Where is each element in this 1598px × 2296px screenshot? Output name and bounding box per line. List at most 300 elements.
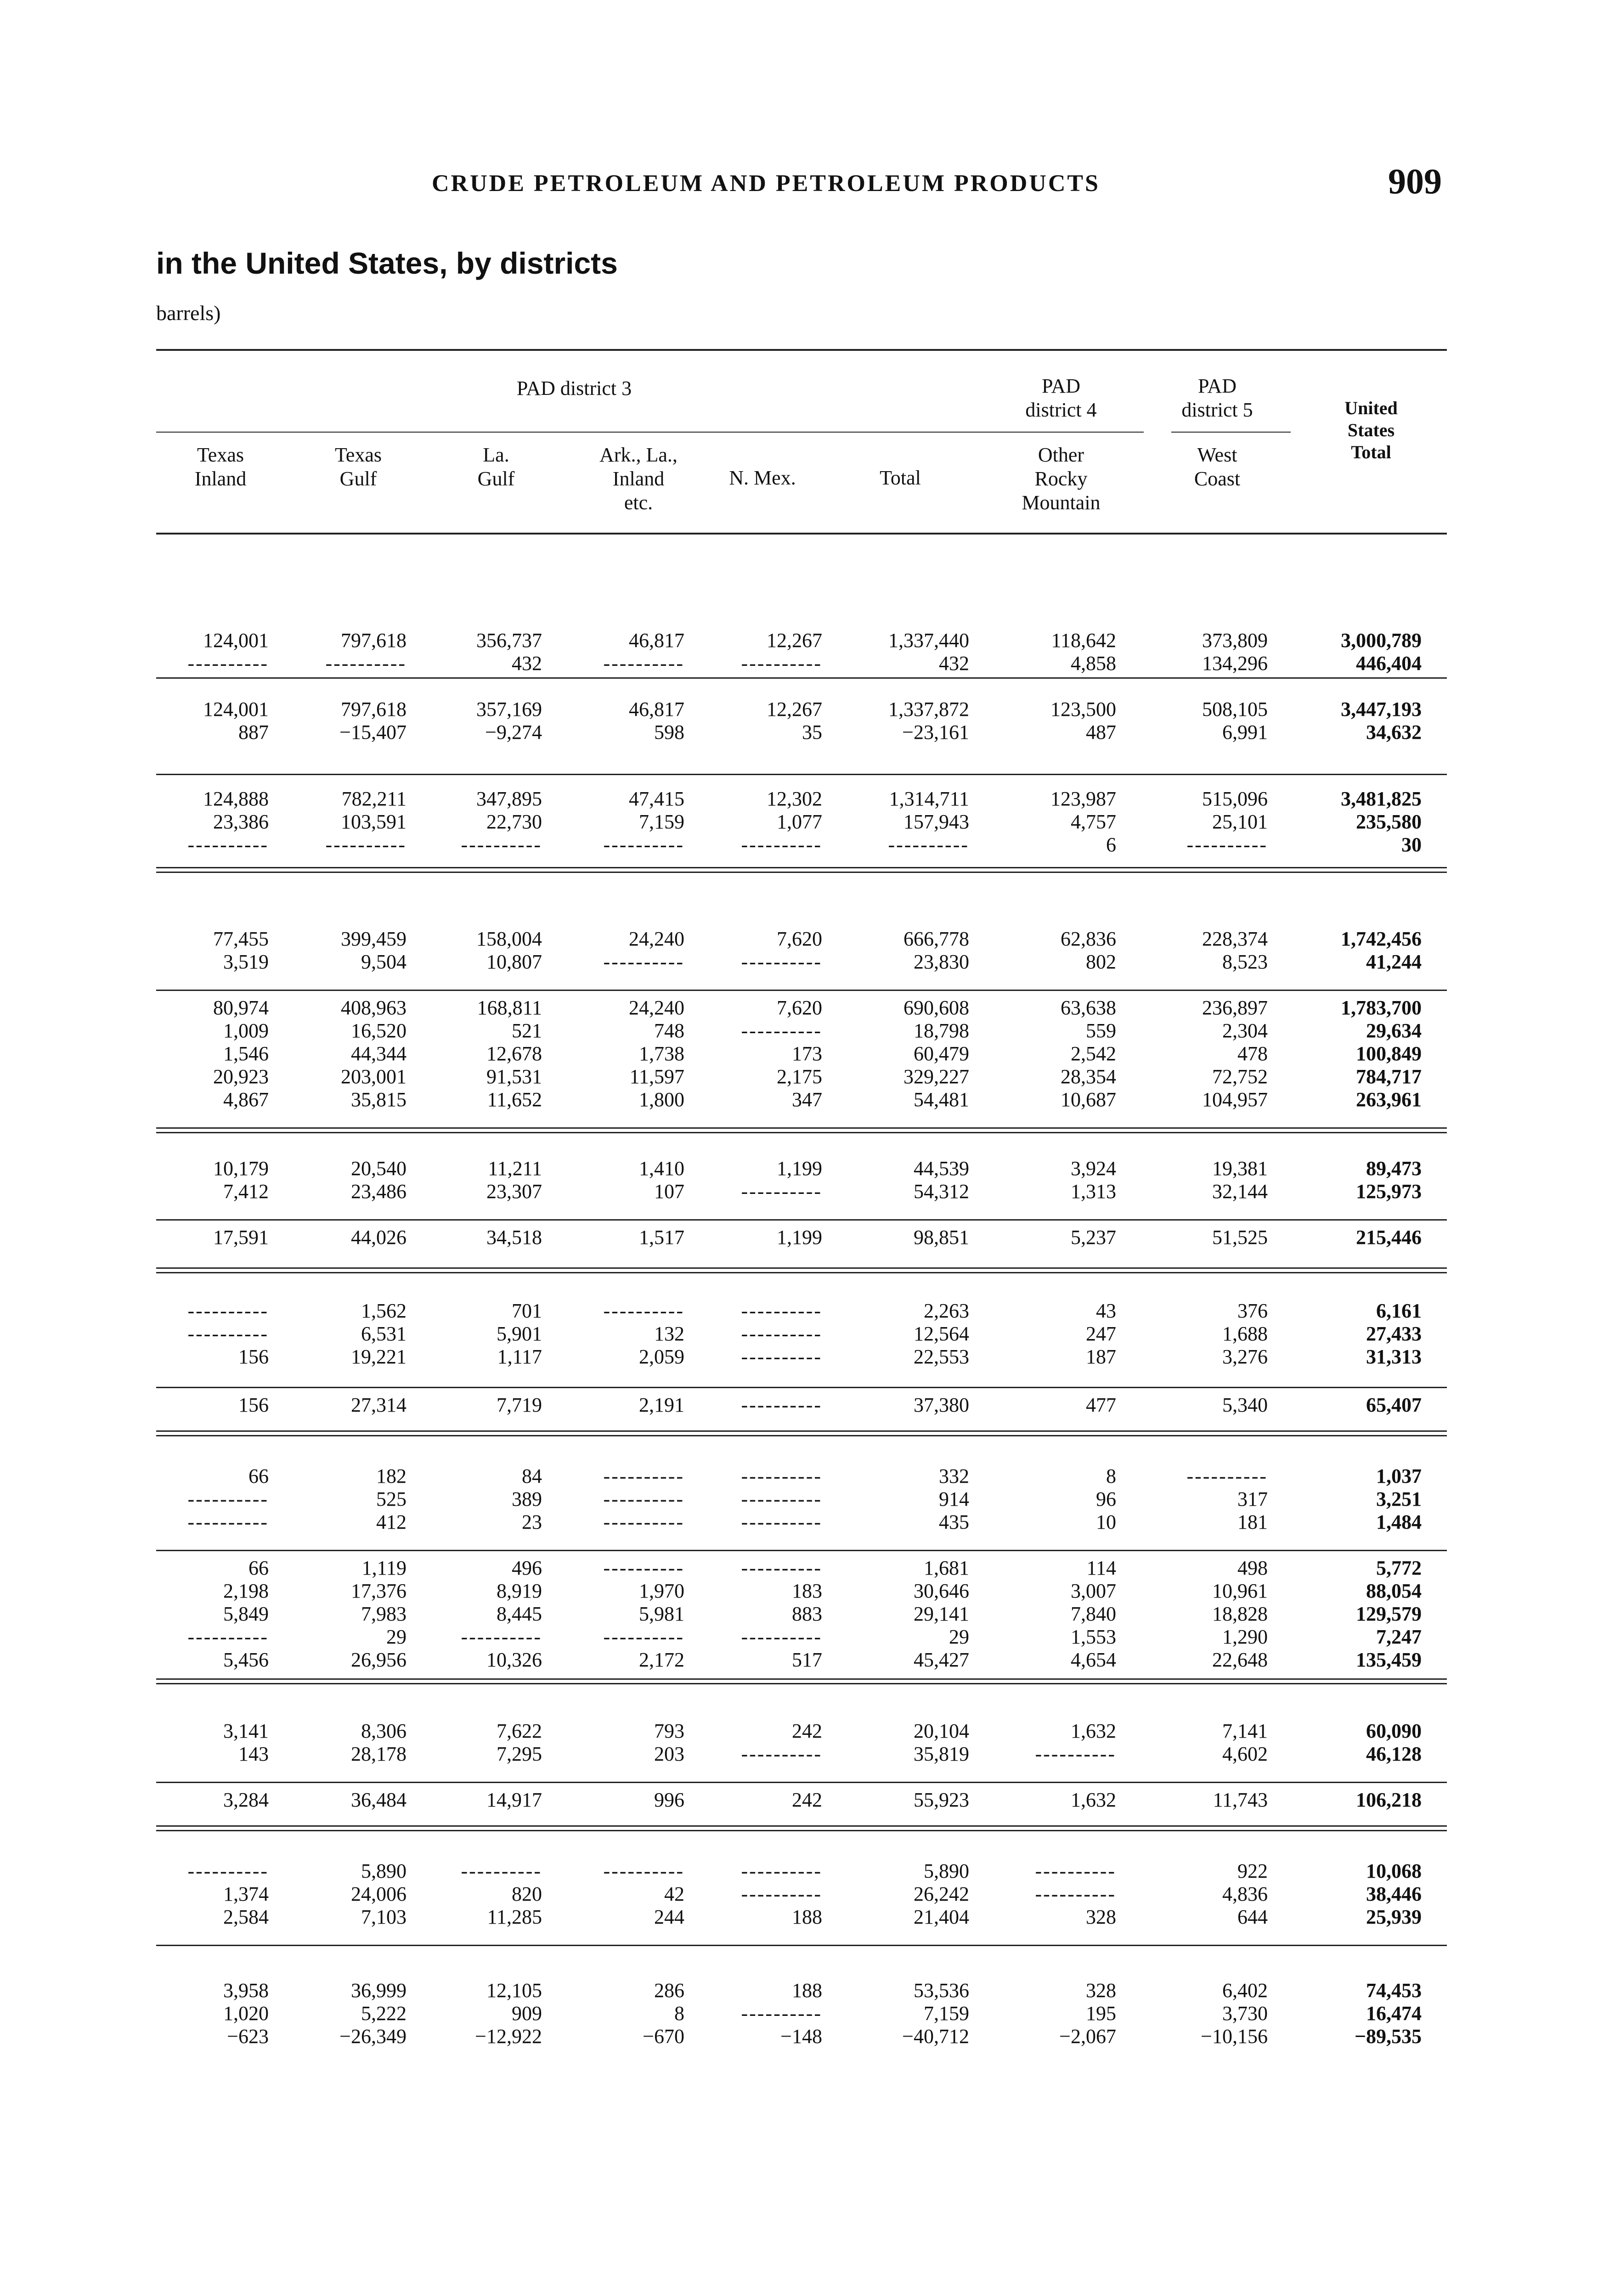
table-cell: 521 bbox=[512, 1019, 542, 1042]
table-cell: 228,374 bbox=[1202, 928, 1268, 950]
table-cell: 19,221 bbox=[351, 1345, 407, 1368]
table-cell: −15,407 bbox=[339, 721, 407, 743]
table-cell: 23 bbox=[522, 1511, 542, 1533]
table-cell: 1,517 bbox=[639, 1226, 684, 1249]
table-cell: 598 bbox=[654, 721, 684, 743]
table-row bbox=[0, 1157, 1598, 1180]
table-cell: 748 bbox=[654, 1019, 684, 1042]
table-cell: 7,159 bbox=[924, 2002, 969, 2025]
table-cell: 66 bbox=[248, 1557, 269, 1579]
table-cell: 88,054 bbox=[1366, 1580, 1422, 1602]
table-cell: 44,344 bbox=[351, 1042, 407, 1065]
section-rule bbox=[156, 1219, 1447, 1221]
table-row bbox=[0, 1860, 1598, 1883]
table-cell: 883 bbox=[792, 1603, 822, 1625]
table-cell: ---------- bbox=[325, 652, 407, 675]
section-rule bbox=[156, 774, 1447, 775]
table-cell: 18,828 bbox=[1212, 1603, 1268, 1625]
section-rule bbox=[156, 1430, 1447, 1432]
table-cell: 45,427 bbox=[914, 1649, 969, 1671]
table-cell: 44,026 bbox=[351, 1226, 407, 1249]
table-cell: 24,240 bbox=[629, 928, 684, 950]
table-cell: 43 bbox=[1096, 1300, 1116, 1322]
table-cell: 30 bbox=[1401, 833, 1422, 856]
table-cell: ---------- bbox=[741, 1488, 822, 1510]
table-cell: 1,484 bbox=[1376, 1511, 1422, 1533]
table-cell: 28,354 bbox=[1061, 1065, 1116, 1088]
table-cell: 236,897 bbox=[1202, 996, 1268, 1019]
table-cell: 12,267 bbox=[767, 629, 822, 652]
table-cell: 432 bbox=[512, 652, 542, 675]
table-cell: 399,459 bbox=[341, 928, 407, 950]
table-cell: ---------- bbox=[741, 1180, 822, 1203]
table-cell: 1,738 bbox=[639, 1042, 684, 1065]
table-cell: ---------- bbox=[603, 951, 684, 973]
table-cell: 54,481 bbox=[914, 1088, 969, 1111]
table-cell: 7,983 bbox=[361, 1603, 407, 1625]
table-cell: ---------- bbox=[187, 1300, 269, 1322]
table-cell: 408,963 bbox=[341, 996, 407, 1019]
table-cell: 3,924 bbox=[1071, 1157, 1116, 1180]
table-cell: 914 bbox=[939, 1488, 969, 1510]
table-cell: 203,001 bbox=[341, 1065, 407, 1088]
table-cell: 247 bbox=[1086, 1322, 1116, 1345]
table-cell: 1,632 bbox=[1071, 1720, 1116, 1742]
table-cell: 432 bbox=[939, 652, 969, 675]
table-row bbox=[0, 928, 1598, 951]
table-cell: 7,622 bbox=[497, 1720, 542, 1742]
table-cell: ---------- bbox=[187, 652, 269, 675]
table-row bbox=[0, 721, 1598, 744]
table-cell: 3,000,789 bbox=[1341, 629, 1422, 652]
table-cell: 107 bbox=[654, 1180, 684, 1203]
table-cell: ---------- bbox=[741, 1300, 822, 1322]
table-cell: 996 bbox=[654, 1789, 684, 1811]
table-cell: 242 bbox=[792, 1789, 822, 1811]
table-top-rule bbox=[156, 349, 1447, 351]
table-cell: 77,455 bbox=[213, 928, 269, 950]
table-cell: 12,564 bbox=[914, 1322, 969, 1345]
table-cell: 35,815 bbox=[351, 1088, 407, 1111]
table-cell: 2,175 bbox=[777, 1065, 822, 1088]
table-cell: 46,817 bbox=[629, 698, 684, 720]
table-row bbox=[0, 1789, 1598, 1812]
table-cell: 435 bbox=[939, 1511, 969, 1533]
table-cell: 124,001 bbox=[203, 698, 269, 720]
table-cell: 517 bbox=[792, 1649, 822, 1671]
table-cell: 26,956 bbox=[351, 1649, 407, 1671]
table-cell: 4,602 bbox=[1222, 1743, 1268, 1765]
table-cell: 156 bbox=[238, 1345, 269, 1368]
table-cell: 5,981 bbox=[639, 1603, 684, 1625]
table-cell: −89,535 bbox=[1354, 2025, 1422, 2048]
table-cell: 7,103 bbox=[361, 1906, 407, 1928]
table-cell: 797,618 bbox=[341, 698, 407, 720]
table-cell: 188 bbox=[792, 1979, 822, 2002]
table-cell: 16,520 bbox=[351, 1019, 407, 1042]
table-cell: 17,376 bbox=[351, 1580, 407, 1602]
table-cell: 2,198 bbox=[223, 1580, 269, 1602]
table-cell: 2,304 bbox=[1222, 1019, 1268, 1042]
table-cell: 34,632 bbox=[1366, 721, 1422, 743]
section-rule bbox=[156, 867, 1447, 868]
table-cell: ---------- bbox=[1035, 1883, 1116, 1905]
table-cell: 62,836 bbox=[1061, 928, 1116, 950]
table-cell: 3,141 bbox=[223, 1720, 269, 1742]
table-cell: 797,618 bbox=[341, 629, 407, 652]
table-cell: 47,415 bbox=[629, 788, 684, 810]
table-cell: 1,553 bbox=[1071, 1626, 1116, 1648]
table-cell: 123,987 bbox=[1050, 788, 1116, 810]
table-cell: ---------- bbox=[741, 833, 822, 856]
table-cell: 1,290 bbox=[1222, 1626, 1268, 1648]
table-cell: 515,096 bbox=[1202, 788, 1268, 810]
table-cell: −10,156 bbox=[1201, 2025, 1268, 2048]
table-cell: 42 bbox=[664, 1883, 684, 1905]
table-row bbox=[0, 810, 1598, 833]
table-cell: 124,888 bbox=[203, 788, 269, 810]
table-cell: ---------- bbox=[741, 652, 822, 675]
table-cell: 412 bbox=[376, 1511, 407, 1533]
table-cell: 389 bbox=[512, 1488, 542, 1510]
table-cell: 5,772 bbox=[1376, 1557, 1422, 1579]
table-cell: 195 bbox=[1086, 2002, 1116, 2025]
table-row bbox=[0, 1226, 1598, 1249]
table-cell: 60,090 bbox=[1366, 1720, 1422, 1742]
table-row bbox=[0, 996, 1598, 1019]
group-pad3: PAD district 3 bbox=[516, 377, 632, 400]
table-cell: 12,302 bbox=[767, 788, 822, 810]
table-cell: 690,608 bbox=[903, 996, 969, 1019]
table-cell: 3,447,193 bbox=[1341, 698, 1422, 720]
table-cell: ---------- bbox=[603, 1465, 684, 1487]
table-cell: ---------- bbox=[741, 951, 822, 973]
table-cell: 2,172 bbox=[639, 1649, 684, 1671]
table-cell: 286 bbox=[654, 1979, 684, 2002]
table-row bbox=[0, 1557, 1598, 1580]
table-cell: 63,638 bbox=[1061, 996, 1116, 1019]
table-cell: 203 bbox=[654, 1743, 684, 1765]
table-cell: 23,307 bbox=[486, 1180, 542, 1203]
table-cell: 20,923 bbox=[213, 1065, 269, 1088]
table-row bbox=[0, 2025, 1598, 2048]
table-row bbox=[0, 1465, 1598, 1488]
table-cell: 96 bbox=[1096, 1488, 1116, 1510]
table-cell: 1,800 bbox=[639, 1088, 684, 1111]
table-cell: 8 bbox=[1106, 1465, 1116, 1487]
table-cell: 25,939 bbox=[1366, 1906, 1422, 1928]
table-cell: 20,104 bbox=[914, 1720, 969, 1742]
table-cell: −148 bbox=[780, 2025, 822, 2048]
section-rule bbox=[156, 990, 1447, 991]
col-west-coast: West Coast bbox=[1194, 444, 1241, 490]
table-cell: 44,539 bbox=[914, 1157, 969, 1180]
table-cell: 7,719 bbox=[497, 1394, 542, 1416]
table-cell: 72,752 bbox=[1212, 1065, 1268, 1088]
table-cell: 24,240 bbox=[629, 996, 684, 1019]
table-cell: 125,973 bbox=[1356, 1180, 1422, 1203]
table-cell: 187 bbox=[1086, 1345, 1116, 1368]
table-cell: 10,068 bbox=[1366, 1860, 1422, 1882]
table-cell: 10,179 bbox=[213, 1157, 269, 1180]
table-cell: 84 bbox=[522, 1465, 542, 1487]
table-cell: 1,337,440 bbox=[888, 629, 969, 652]
table-cell: 80,974 bbox=[213, 996, 269, 1019]
table-cell: 18,798 bbox=[914, 1019, 969, 1042]
table-cell: 347 bbox=[792, 1088, 822, 1111]
table-cell: 29 bbox=[949, 1626, 969, 1648]
table-cell: 22,648 bbox=[1212, 1649, 1268, 1671]
table-cell: ---------- bbox=[741, 1626, 822, 1648]
table-cell: ---------- bbox=[187, 1511, 269, 1533]
table-cell: 7,620 bbox=[777, 996, 822, 1019]
table-cell: 10 bbox=[1096, 1511, 1116, 1533]
table-cell: 793 bbox=[654, 1720, 684, 1742]
table-cell: 4,858 bbox=[1071, 652, 1116, 675]
table-row bbox=[0, 1019, 1598, 1042]
table-cell: 46,817 bbox=[629, 629, 684, 652]
table-cell: 3,958 bbox=[223, 1979, 269, 2002]
table-cell: 3,730 bbox=[1222, 2002, 1268, 2025]
table-cell: 496 bbox=[512, 1557, 542, 1579]
table-cell: 54,312 bbox=[914, 1180, 969, 1203]
table-cell: ---------- bbox=[741, 1883, 822, 1905]
table-cell: 477 bbox=[1086, 1394, 1116, 1416]
table-cell: 3,276 bbox=[1222, 1345, 1268, 1368]
table-cell: 91,531 bbox=[486, 1065, 542, 1088]
table-cell: 215,446 bbox=[1356, 1226, 1422, 1249]
section-rule bbox=[156, 1387, 1447, 1388]
table-cell: ---------- bbox=[741, 1511, 822, 1533]
table-cell: ---------- bbox=[741, 1345, 822, 1368]
table-cell: ---------- bbox=[187, 1488, 269, 1510]
table-row bbox=[0, 1180, 1598, 1203]
table-cell: 173 bbox=[792, 1042, 822, 1065]
table-cell: 332 bbox=[939, 1465, 969, 1487]
table-cell: 25,101 bbox=[1212, 810, 1268, 833]
table-cell: 1,119 bbox=[361, 1557, 407, 1579]
table-cell: 7,620 bbox=[777, 928, 822, 950]
table-cell: 4,757 bbox=[1071, 810, 1116, 833]
table-cell: ---------- bbox=[741, 1019, 822, 1042]
table-cell: ---------- bbox=[741, 1394, 822, 1416]
table-cell: 2,584 bbox=[223, 1906, 269, 1928]
table-cell: 124,001 bbox=[203, 629, 269, 652]
table-cell: −23,161 bbox=[902, 721, 969, 743]
table-cell: 329,227 bbox=[903, 1065, 969, 1088]
table-cell: 802 bbox=[1086, 951, 1116, 973]
table-row bbox=[0, 1345, 1598, 1368]
col-total: Total bbox=[880, 467, 921, 489]
table-cell: 1,199 bbox=[777, 1157, 822, 1180]
table-cell: 8,306 bbox=[361, 1720, 407, 1742]
table-cell: 8,919 bbox=[497, 1580, 542, 1602]
table-cell: 347,895 bbox=[476, 788, 542, 810]
table-cell: 23,386 bbox=[213, 810, 269, 833]
table-row bbox=[0, 1088, 1598, 1111]
table-cell: 1,562 bbox=[361, 1300, 407, 1322]
table-cell: ---------- bbox=[603, 652, 684, 675]
table-cell: 2,191 bbox=[639, 1394, 684, 1416]
table-cell: ---------- bbox=[603, 1300, 684, 1322]
table-cell: 19,381 bbox=[1212, 1157, 1268, 1180]
table-cell: ---------- bbox=[187, 1626, 269, 1648]
table-row bbox=[0, 629, 1598, 652]
table-cell: 3,481,825 bbox=[1341, 788, 1422, 810]
table-cell: 263,961 bbox=[1356, 1088, 1422, 1111]
table-cell: 21,404 bbox=[914, 1906, 969, 1928]
table-cell: 644 bbox=[1237, 1906, 1268, 1928]
table-cell: 168,811 bbox=[477, 996, 542, 1019]
table-cell: 1,742,456 bbox=[1341, 928, 1422, 950]
table-cell: 12,678 bbox=[486, 1042, 542, 1065]
table-cell: 12,105 bbox=[486, 1979, 542, 2002]
table-cell: 328 bbox=[1086, 1906, 1116, 1928]
table-cell: 14,917 bbox=[486, 1789, 542, 1811]
section-rule bbox=[156, 1825, 1447, 1827]
table-cell: 498 bbox=[1237, 1557, 1268, 1579]
table-row bbox=[0, 1394, 1598, 1417]
table-cell: 118,642 bbox=[1051, 629, 1116, 652]
table-cell: 10,687 bbox=[1061, 1088, 1116, 1111]
table-cell: 30,646 bbox=[914, 1580, 969, 1602]
table-cell: 6,991 bbox=[1222, 721, 1268, 743]
table-cell: 559 bbox=[1086, 1019, 1116, 1042]
table-cell: 157,943 bbox=[903, 810, 969, 833]
table-cell: 17,591 bbox=[213, 1226, 269, 1249]
table-row bbox=[0, 1883, 1598, 1906]
table-cell: 134,296 bbox=[1202, 652, 1268, 675]
col-la-gulf: La. Gulf bbox=[477, 444, 515, 490]
table-cell: ---------- bbox=[1186, 1465, 1268, 1487]
table-cell: ---------- bbox=[461, 1860, 542, 1882]
table-cell: 7,295 bbox=[497, 1743, 542, 1765]
table-cell: 7,840 bbox=[1071, 1603, 1116, 1625]
table-cell: −2,067 bbox=[1059, 2025, 1116, 2048]
table-cell: 1,970 bbox=[639, 1580, 684, 1602]
table-cell: 909 bbox=[512, 2002, 542, 2025]
group-us-total: United States Total bbox=[1344, 398, 1398, 462]
pad3-rule bbox=[156, 432, 1020, 433]
table-cell: 34,518 bbox=[486, 1226, 542, 1249]
table-cell: 46,128 bbox=[1366, 1743, 1422, 1765]
table-cell: 29,634 bbox=[1366, 1019, 1422, 1042]
table-cell: 10,326 bbox=[486, 1649, 542, 1671]
table-cell: 114 bbox=[1086, 1557, 1116, 1579]
table-cell: ---------- bbox=[603, 833, 684, 856]
table-cell: 1,632 bbox=[1071, 1789, 1116, 1811]
table-cell: 376 bbox=[1237, 1300, 1268, 1322]
table-cell: 1,313 bbox=[1071, 1180, 1116, 1203]
table-cell: 5,849 bbox=[223, 1603, 269, 1625]
table-cell: 143 bbox=[238, 1743, 269, 1765]
table-cell: 135,459 bbox=[1356, 1649, 1422, 1671]
table-cell: 20,540 bbox=[351, 1157, 407, 1180]
table-cell: 22,730 bbox=[486, 810, 542, 833]
table-cell: 328 bbox=[1086, 1979, 1116, 2002]
table-cell: 235,580 bbox=[1356, 810, 1422, 833]
table-cell: 373,809 bbox=[1202, 629, 1268, 652]
table-cell: 1,117 bbox=[497, 1345, 542, 1368]
col-n-mex: N. Mex. bbox=[729, 467, 796, 489]
table-cell: 89,473 bbox=[1366, 1157, 1422, 1180]
table-cell: 8 bbox=[674, 2002, 684, 2025]
table-cell: 16,474 bbox=[1366, 2002, 1422, 2025]
pad4-rule bbox=[1020, 432, 1144, 433]
table-cell: 701 bbox=[512, 1300, 542, 1322]
group-pad5: PAD district 5 bbox=[1181, 375, 1253, 421]
table-cell: ---------- bbox=[741, 2002, 822, 2025]
table-cell: −12,922 bbox=[475, 2025, 542, 2048]
table-cell: 12,267 bbox=[767, 698, 822, 720]
table-cell: 487 bbox=[1086, 721, 1116, 743]
table-cell: 129,579 bbox=[1356, 1603, 1422, 1625]
table-cell: 11,743 bbox=[1213, 1789, 1268, 1811]
table-cell: 1,199 bbox=[777, 1226, 822, 1249]
table-cell: 98,851 bbox=[914, 1226, 969, 1249]
table-cell: 3,251 bbox=[1376, 1488, 1422, 1510]
table-cell: 6,402 bbox=[1222, 1979, 1268, 2002]
table-cell: −9,274 bbox=[485, 721, 542, 743]
table-cell: 7,141 bbox=[1222, 1720, 1268, 1742]
page-number: 909 bbox=[1388, 161, 1442, 201]
table-cell: ---------- bbox=[461, 833, 542, 856]
section-rule bbox=[156, 1127, 1447, 1129]
table-cell: 51,525 bbox=[1212, 1226, 1268, 1249]
table-cell: ---------- bbox=[741, 1557, 822, 1579]
table-row bbox=[0, 698, 1598, 721]
table-cell: 244 bbox=[654, 1906, 684, 1928]
table-cell: 1,077 bbox=[777, 810, 822, 833]
table-cell: 4,836 bbox=[1222, 1883, 1268, 1905]
table-cell: 156 bbox=[238, 1394, 269, 1416]
table-cell: ---------- bbox=[603, 1511, 684, 1533]
table-row bbox=[0, 1626, 1598, 1649]
col-texas-inland: Texas Inland bbox=[194, 444, 247, 490]
table-cell: 26,242 bbox=[914, 1883, 969, 1905]
table-cell: 7,247 bbox=[1376, 1626, 1422, 1648]
table-row bbox=[0, 1488, 1598, 1511]
table-cell: 35 bbox=[802, 721, 822, 743]
table-cell: 23,830 bbox=[914, 951, 969, 973]
section-rule bbox=[156, 1945, 1447, 1946]
table-cell: 4,654 bbox=[1071, 1649, 1116, 1671]
table-cell: 65,407 bbox=[1366, 1394, 1422, 1416]
table-cell: 1,314,711 bbox=[889, 788, 969, 810]
col-texas-gulf: Texas Gulf bbox=[335, 444, 382, 490]
table-cell: 784,717 bbox=[1356, 1065, 1422, 1088]
table-row bbox=[0, 1743, 1598, 1766]
table-cell: 38,446 bbox=[1366, 1883, 1422, 1905]
table-cell: 36,484 bbox=[351, 1789, 407, 1811]
table-cell: 8,523 bbox=[1222, 951, 1268, 973]
table-cell: 5,890 bbox=[361, 1860, 407, 1882]
table-cell: 5,222 bbox=[361, 2002, 407, 2025]
table-cell: 782,211 bbox=[341, 788, 407, 810]
table-cell: 100,849 bbox=[1356, 1042, 1422, 1065]
table-cell: 32,144 bbox=[1212, 1180, 1268, 1203]
running-header: CRUDE PETROLEUM AND PETROLEUM PRODUCTS bbox=[432, 170, 1100, 197]
table-cell: 27,433 bbox=[1366, 1322, 1422, 1345]
table-cell: 242 bbox=[792, 1720, 822, 1742]
table-cell: 2,542 bbox=[1071, 1042, 1116, 1065]
table-cell: −623 bbox=[227, 2025, 269, 2048]
table-cell: 525 bbox=[376, 1488, 407, 1510]
table-cell: 1,410 bbox=[639, 1157, 684, 1180]
table-cell: ---------- bbox=[741, 1465, 822, 1487]
table-cell: 5,901 bbox=[497, 1322, 542, 1345]
table-cell: ---------- bbox=[603, 1626, 684, 1648]
